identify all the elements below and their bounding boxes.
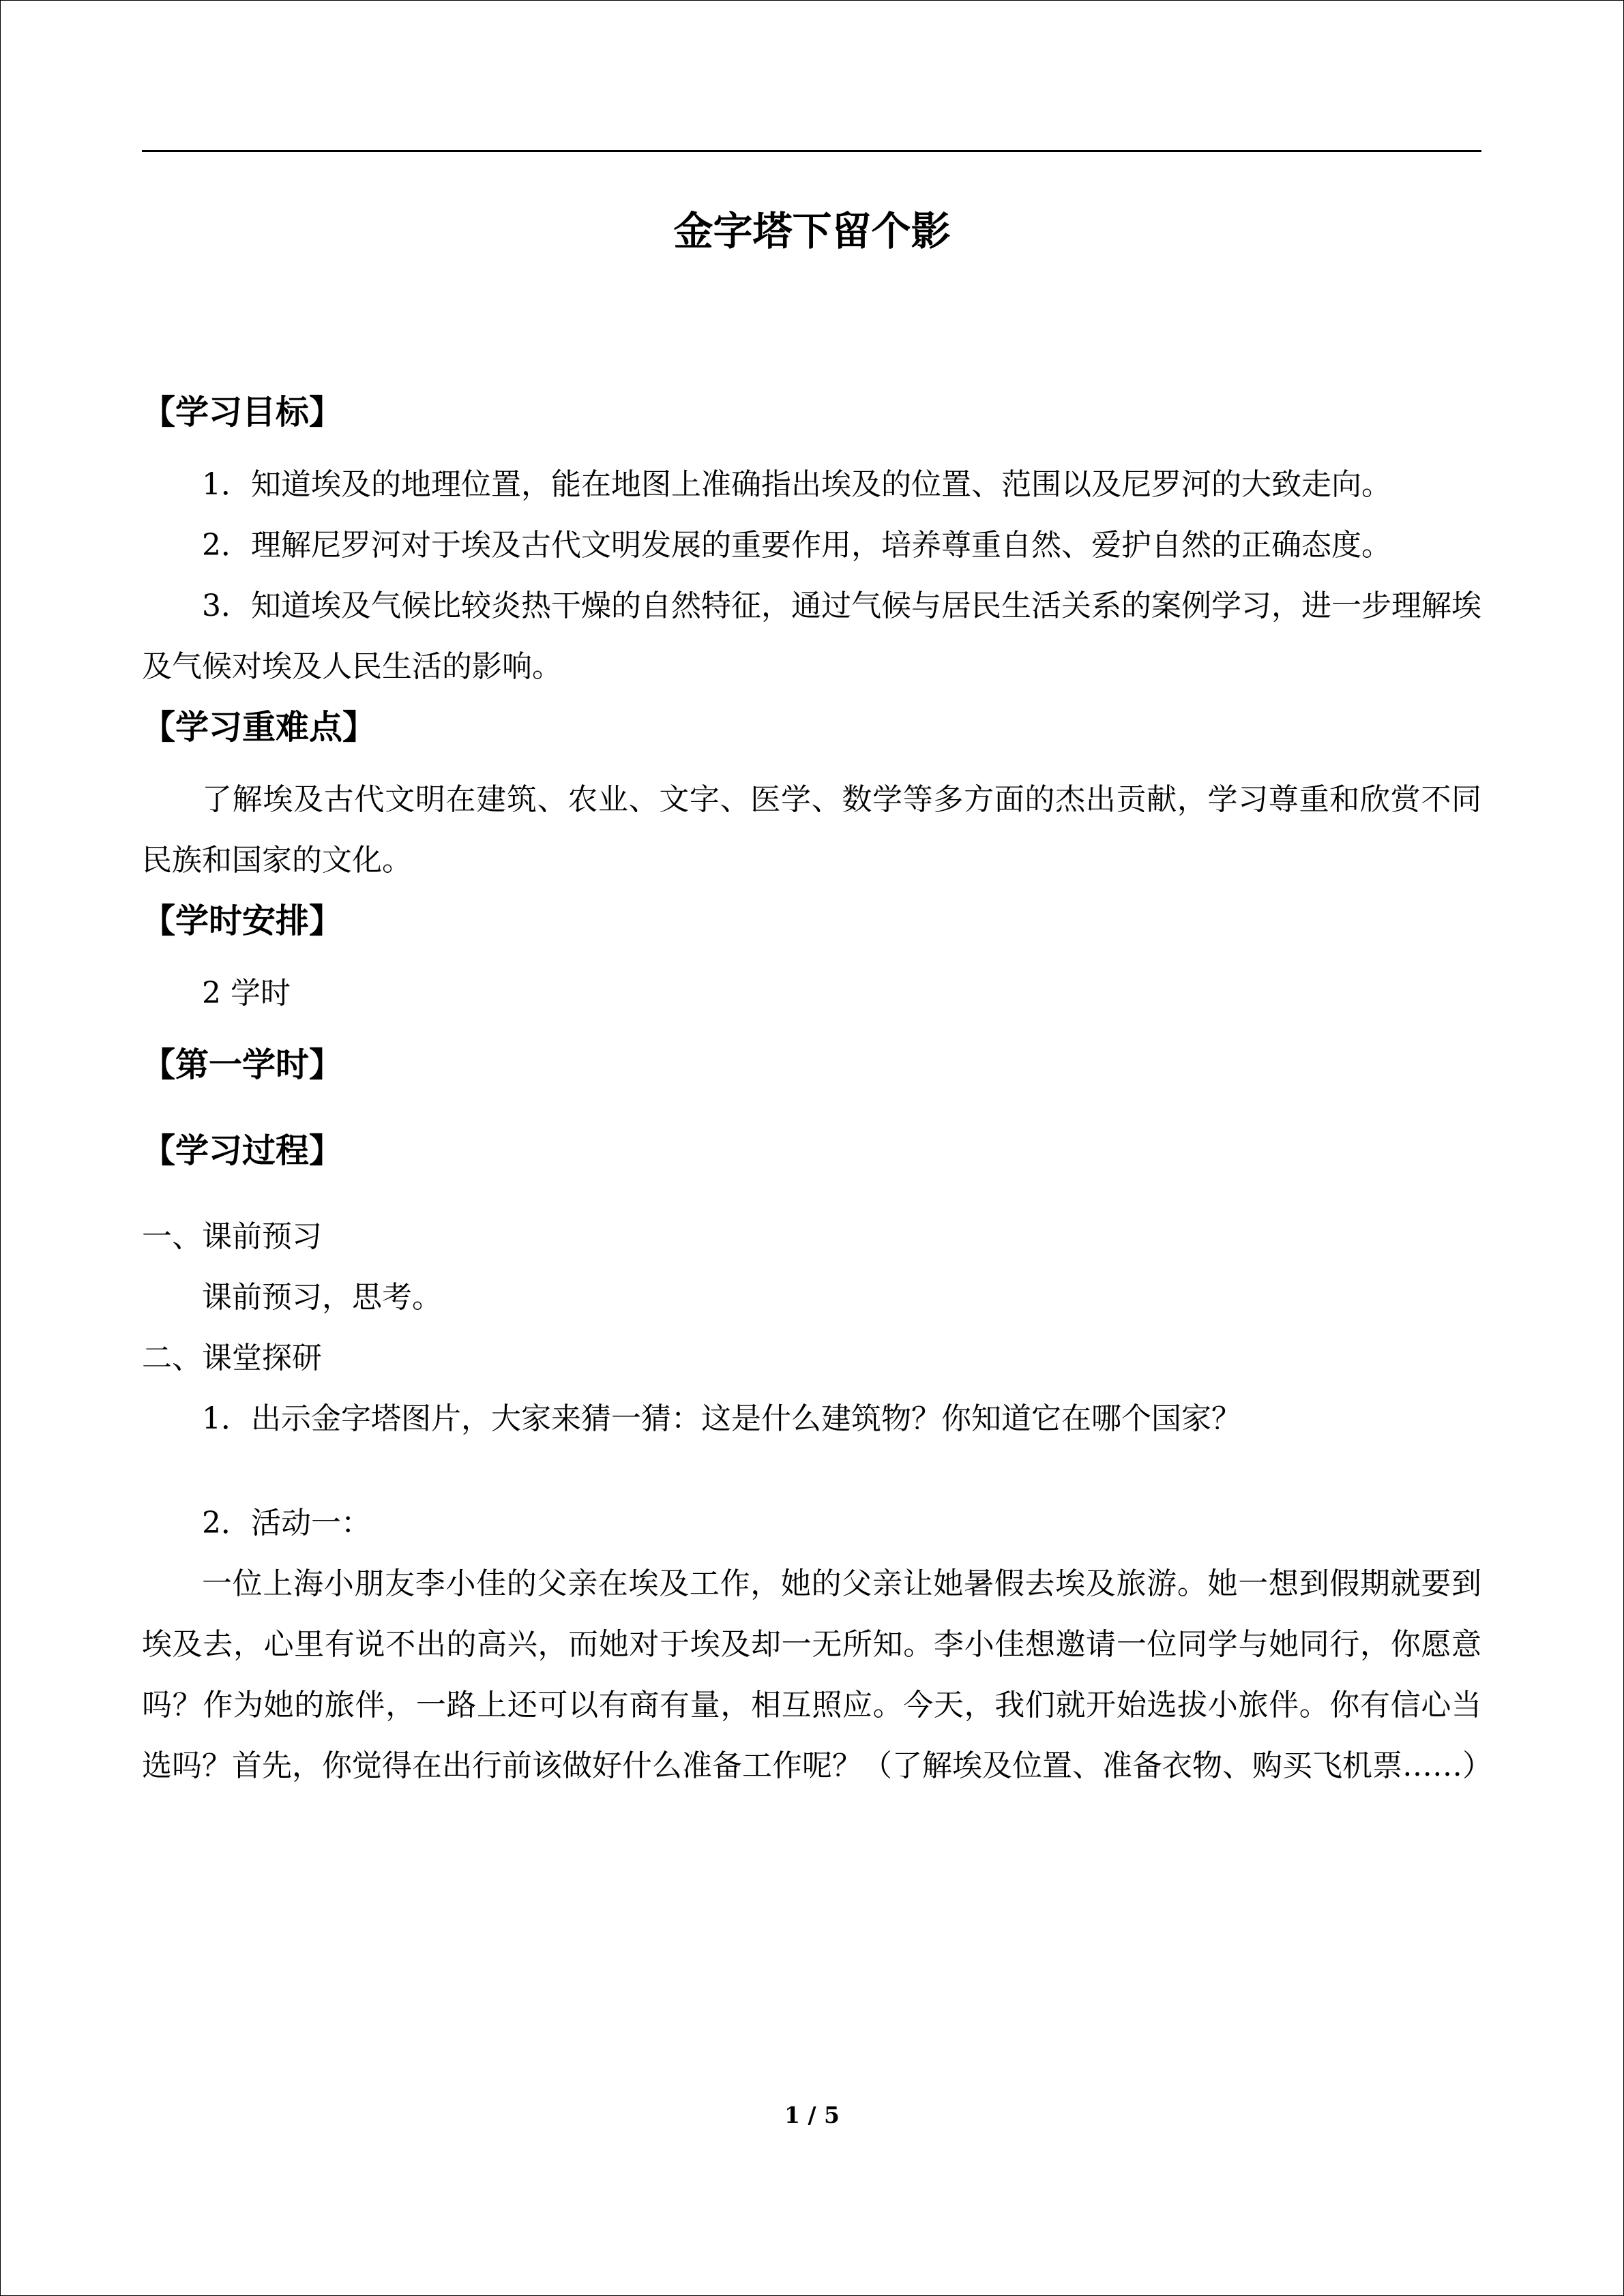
header-rule bbox=[142, 150, 1481, 152]
key-points-heading: 【学习重难点】 bbox=[142, 708, 377, 747]
document-body bbox=[142, 382, 1492, 1796]
activity-1-text: 一位上海小朋友李小佳的父亲在埃及工作，她的父亲让她暑假去埃及旅游。她一想到假期就要到埃及去，心里有说不出的高兴，而她对于埃及却一无所知。李小佳想邀请一位同学与她同行，你愿意吗？作为她的旅伴，一路上还可以有商有量，相互照应。今天，我们就开始选拔小旅伴。你有信心当选吗？首先，你觉得在出行前该做好什么准备工作呢？（了解埃及位置、准备衣物、购买飞机票……） bbox=[142, 1566, 1492, 1783]
first-period-heading: 【第一学时】 bbox=[142, 1045, 343, 1084]
step-1-text: 1．出示金字塔图片，大家来猜一猜：这是什么建筑物？你知道它在哪个国家？ bbox=[202, 1401, 1241, 1436]
objective-item-2: 2．理解尼罗河对于埃及古代文明发展的重要作用，培养尊重自然、爱护自然的正确态度。 bbox=[202, 528, 1391, 563]
classroom-title: 二、课堂探研 bbox=[142, 1341, 322, 1375]
objective-item-1: 1．知道埃及的地理位置，能在地图上准确指出埃及的位置、范围以及尼罗河的大致走向。 bbox=[202, 467, 1391, 502]
objective-item-3: 3．知道埃及气候比较炎热干燥的自然特征，通过气候与居民生活关系的案例学习，进一步理解埃及气候对埃及人民生活的影响。 bbox=[142, 588, 1481, 684]
preview-title: 一、课前预习 bbox=[142, 1219, 322, 1254]
schedule-heading: 【学时安排】 bbox=[142, 901, 343, 940]
key-points-text: 了解埃及古代文明在建筑、农业、文字、医学、数学等多方面的杰出贡献，学习尊重和欣赏不同民族和国家的文化。 bbox=[142, 782, 1481, 878]
objectives-heading: 【学习目标】 bbox=[142, 393, 343, 432]
process-heading: 【学习过程】 bbox=[142, 1131, 343, 1170]
schedule-text: 2 学时 bbox=[202, 976, 291, 1011]
preview-text: 课前预习，思考。 bbox=[202, 1280, 442, 1315]
document-title: 金字塔下留个影 bbox=[673, 208, 951, 254]
page-number: 1 / 5 bbox=[784, 2102, 840, 2128]
activity-1-title: 2．活动一： bbox=[202, 1506, 371, 1540]
